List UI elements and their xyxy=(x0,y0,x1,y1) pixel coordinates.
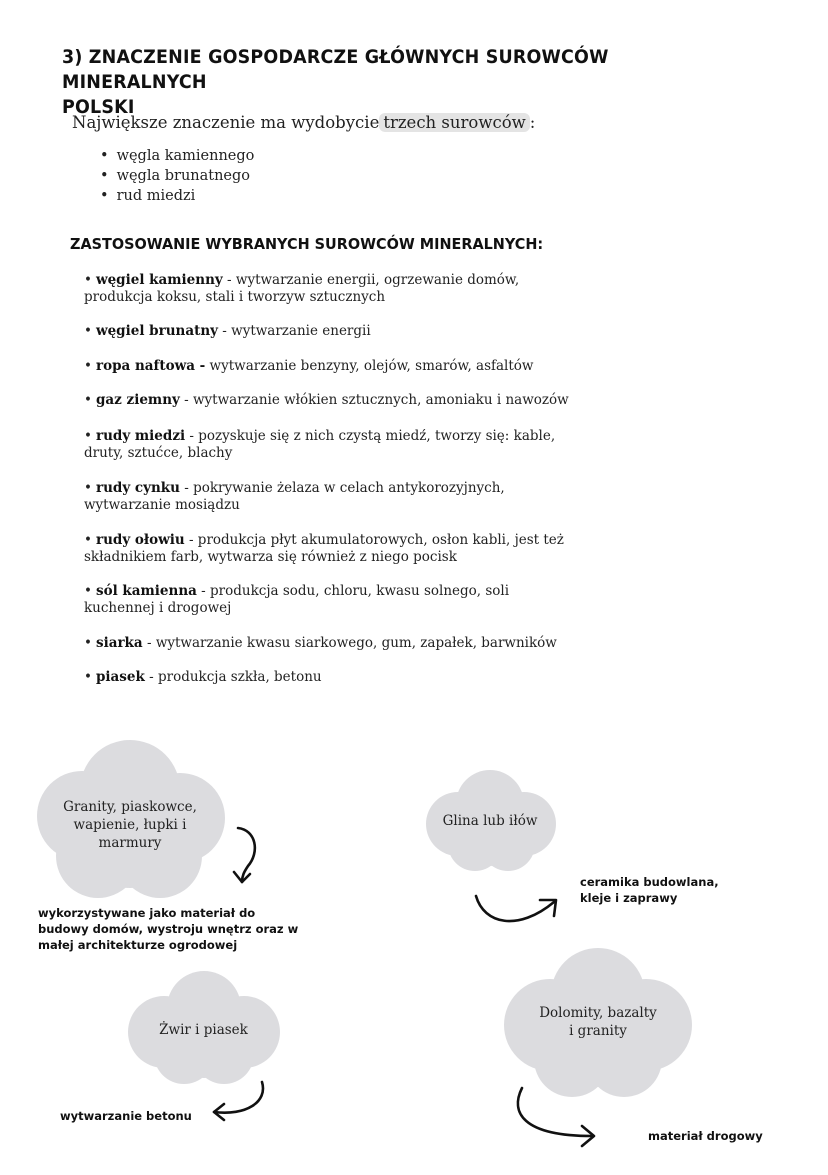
cloud-dolomity xyxy=(492,945,704,1101)
cloud-text-line: Granity, piaskowce, xyxy=(63,799,197,815)
note-line: ceramika budowlana, xyxy=(580,875,719,889)
curved-arrow-icon xyxy=(206,1078,272,1122)
cloud-text-line: marmury xyxy=(98,835,162,851)
cloud-text xyxy=(20,798,240,852)
dolomity-use-note: materiał drogowy xyxy=(648,1129,763,1143)
use-item: • rudy miedzi - pozyskuje się z nich czystą miedź, tworzy się: kable, druty, sztućce, blachy xyxy=(84,428,556,461)
use-item-desc: - produkcja sodu, chloru, kwasu solnego, soli xyxy=(196,583,510,599)
use-item-desc: - wytwarzanie kwasu siarkowego, gum, zapałek, barwników xyxy=(142,635,557,651)
use-item-desc: - produkcja płyt akumulatorowych, osłon kabli, jest też xyxy=(184,532,564,548)
list-item: • węgla kamiennego xyxy=(100,146,254,166)
use-item: • siarka - wytwarzanie kwasu siarkowego, gum, zapałek, barwników xyxy=(84,635,557,651)
use-item-name: rudy cynku xyxy=(95,480,180,496)
use-item: • rudy cynku - pokrywanie żelaza w celach antykorozyjnych, wytwarzanie mosiądzu xyxy=(84,480,505,513)
use-item-name: sól kamienna xyxy=(95,583,197,599)
use-item-desc: - wytwarzanie włókien sztucznych, amoniaku i nawozów xyxy=(179,392,569,408)
granity-use-note xyxy=(38,905,298,953)
use-item-name: ropa naftowa - xyxy=(95,358,206,374)
cloud-text: Żwir i piasek xyxy=(159,1022,248,1038)
section-title-line-2: POLSKI xyxy=(62,96,135,118)
note-line: kleje i zaprawy xyxy=(580,891,678,905)
use-item-name: rudy ołowiu xyxy=(95,532,185,548)
use-item-desc: - pozyskuje się z nich czystą miedź, tworzy się: kable, xyxy=(185,428,556,444)
use-item-desc: - produkcja szkła, betonu xyxy=(144,669,322,685)
cloud-glina xyxy=(420,768,560,873)
use-item: • gaz ziemny - wytwarzanie włókien sztucznych, amoniaku i nawozów xyxy=(84,392,569,408)
cloud-granity xyxy=(20,738,240,903)
zwir-use-note: wytwarzanie betonu xyxy=(60,1109,192,1123)
section-title-line-1: 3) ZNACZENIE GOSPODARCZE GŁÓWNYCH SUROWCÓW MINERALNYCH xyxy=(62,46,609,93)
uses-section-title: ZASTOSOWANIE WYBRANYCH SUROWCÓW MINERALNYCH: xyxy=(70,235,544,253)
use-item-name: piasek xyxy=(95,669,145,685)
intro-highlight: trzech surowców xyxy=(379,113,529,132)
use-item-desc-cont: druty, sztućce, blachy xyxy=(84,445,233,461)
cloud-zwir xyxy=(116,968,291,1086)
use-item-name: gaz ziemny xyxy=(95,392,180,408)
use-item-name: rudy miedzi xyxy=(95,428,186,444)
curved-arrow-icon xyxy=(228,822,268,886)
intro-sentence xyxy=(72,113,535,132)
use-item: • węgiel kamienny - wytwarzanie energii, ogrzewanie domów, produkcja koksu, stali i tworzyw sztucznych xyxy=(84,272,520,305)
use-item: • rudy ołowiu - produkcja płyt akumulatorowych, osłon kabli, jest też składnikiem farb, wytwarza się również z niego pocisk xyxy=(84,532,564,565)
use-item-desc-cont: kuchennej i drogowej xyxy=(84,600,232,616)
use-item-name: węgiel brunatny xyxy=(95,323,218,339)
use-item: • piasek - produkcja szkła, betonu xyxy=(84,669,322,685)
glina-use-note xyxy=(580,874,719,906)
cloud-text-line: i granity xyxy=(569,1023,627,1039)
curved-arrow-icon xyxy=(508,1084,604,1152)
note-line: budowy domów, wystroju wnętrz oraz w xyxy=(38,922,299,936)
note-line: wykorzystywane jako materiał do xyxy=(38,906,256,920)
list-item: • węgla brunatnego xyxy=(100,166,254,186)
intro-text: Największe znaczenie ma wydobycie xyxy=(72,113,380,132)
use-item-desc: - wytwarzanie energii xyxy=(218,323,371,339)
cloud-text: Glina lub iłów xyxy=(442,813,538,829)
use-item-desc: wytwarzanie benzyny, olejów, smarów, asfaltów xyxy=(205,358,534,374)
use-item: • sól kamienna - produkcja sodu, chloru, kwasu solnego, soli kuchennej i drogowej xyxy=(84,583,510,616)
cloud-text-line: wapienie, łupki i xyxy=(73,817,187,833)
list-item: • rud miedzi xyxy=(100,186,254,206)
use-item-name: siarka xyxy=(95,635,143,651)
use-item-desc-cont: składnikiem farb, wytwarza się również z niego pocisk xyxy=(84,549,457,565)
use-item: • ropa naftowa - wytwarzanie benzyny, olejów, smarów, asfaltów xyxy=(84,358,534,374)
use-item-name: węgiel kamienny xyxy=(95,272,223,288)
use-item-desc-cont: produkcja koksu, stali i tworzyw sztucznych xyxy=(84,289,386,305)
note-line: małej architekturze ogrodowej xyxy=(38,938,238,952)
section-title xyxy=(62,45,706,120)
cloud-text-line: Dolomity, bazalty xyxy=(539,1005,657,1021)
use-item: • węgiel brunatny - wytwarzanie energii xyxy=(84,323,371,339)
intro-colon: : xyxy=(529,113,536,132)
curved-arrow-icon xyxy=(470,888,566,934)
main-resources-list xyxy=(100,146,254,206)
use-item-desc: - pokrywanie żelaza w celach antykorozyjnych, xyxy=(179,480,505,496)
use-item-desc-cont: wytwarzanie mosiądzu xyxy=(84,497,240,513)
cloud-text xyxy=(492,1004,704,1040)
use-item-desc: - wytwarzanie energii, ogrzewanie domów, xyxy=(222,272,520,288)
